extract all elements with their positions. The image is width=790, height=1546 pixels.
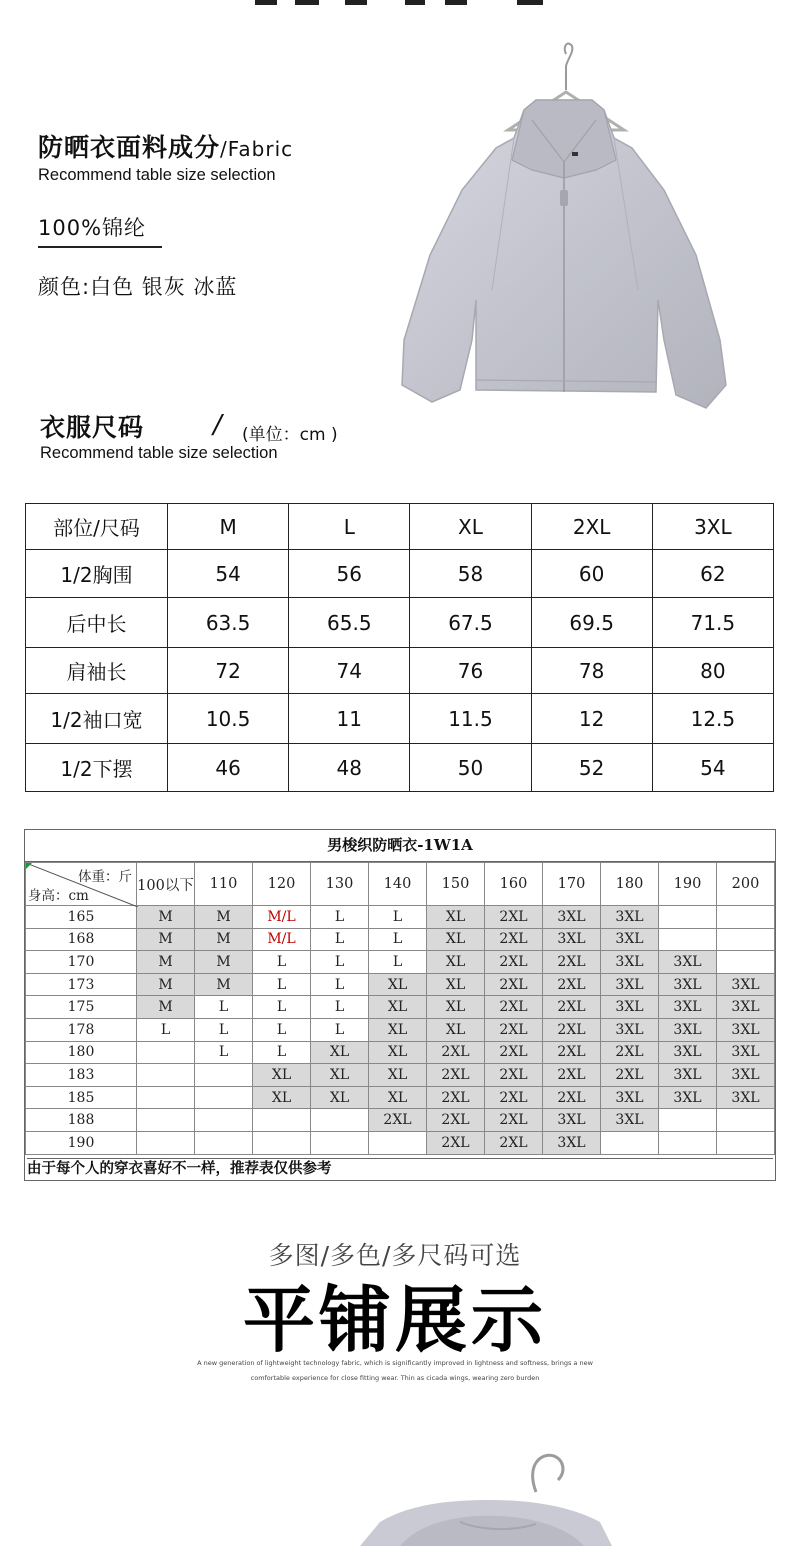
size-table-row <box>26 648 774 694</box>
chart-size-cell <box>659 1131 717 1154</box>
size-table-cell: 11.5 <box>410 694 531 744</box>
chart-weight-header: 150 <box>427 863 485 906</box>
display-description-line2: comfortable experience for close fitting wear. Thin as cicada wings, wearing zero burden <box>250 1374 540 1382</box>
chart-weight-header: 100以下 <box>137 863 195 906</box>
chart-size-cell: M/L <box>253 906 311 929</box>
chart-size-cell: 2XL <box>485 906 543 929</box>
chart-size-cell: M <box>195 951 253 974</box>
chart-height-cell: 178 <box>26 1018 137 1041</box>
chart-size-cell: XL <box>369 1018 427 1041</box>
chart-row <box>26 1064 775 1087</box>
chart-note: 由于每个人的穿衣喜好不一样，推荐表仅供参考 <box>27 1158 773 1179</box>
chart-size-cell <box>659 1109 717 1132</box>
chart-size-cell: XL <box>369 1064 427 1087</box>
chart-size-cell: XL <box>427 973 485 996</box>
chart-size-cell <box>195 1086 253 1109</box>
size-table-row <box>26 694 774 744</box>
chart-size-cell: 3XL <box>601 996 659 1019</box>
chart-size-cell: L <box>311 973 369 996</box>
size-table-header-row <box>26 504 774 550</box>
chart-size-cell: 2XL <box>543 1064 601 1087</box>
chart-size-cell: M <box>195 906 253 929</box>
chart-size-cell <box>253 1131 311 1154</box>
chart-size-cell: L <box>253 1018 311 1041</box>
chart-size-cell: 3XL <box>601 951 659 974</box>
chart-size-cell <box>659 928 717 951</box>
size-table-label: 肩袖长 <box>26 648 168 694</box>
chart-size-cell: XL <box>369 973 427 996</box>
fabric-title-cn: 防晒衣面料成分 <box>38 133 221 162</box>
chart-row <box>26 1109 775 1132</box>
chart-row <box>26 996 775 1019</box>
chart-size-cell: 2XL <box>427 1109 485 1132</box>
chart-size-cell: L <box>311 951 369 974</box>
chart-size-cell: 2XL <box>427 1041 485 1064</box>
recommendation-table <box>25 862 775 1155</box>
chart-size-cell: L <box>311 928 369 951</box>
size-table-cell: 54 <box>168 550 289 598</box>
chart-height-cell: 173 <box>26 973 137 996</box>
chart-height-cell: 183 <box>26 1064 137 1087</box>
size-table-header-cell: XL <box>410 504 531 550</box>
chart-size-cell <box>311 1109 369 1132</box>
chart-size-cell: 3XL <box>601 1086 659 1109</box>
size-section-subtitle: Recommend table size selection <box>40 444 278 462</box>
chart-size-cell <box>195 1064 253 1087</box>
chart-size-cell: 3XL <box>543 1131 601 1154</box>
size-table-cell: 58 <box>410 550 531 598</box>
chart-height-cell: 190 <box>26 1131 137 1154</box>
chart-size-cell: M <box>137 906 195 929</box>
chart-size-cell: 2XL <box>543 1041 601 1064</box>
chart-size-cell: 2XL <box>485 1041 543 1064</box>
chart-size-cell: 3XL <box>543 1109 601 1132</box>
chart-row <box>26 906 775 929</box>
chart-size-cell: 2XL <box>485 973 543 996</box>
chart-size-cell: L <box>253 996 311 1019</box>
chart-size-cell: 3XL <box>659 951 717 974</box>
display-description-line1: A new generation of lightweight technology fabric, which is significantly improved in lightness and softness, brings a new <box>197 1359 593 1367</box>
chart-size-cell: 2XL <box>601 1064 659 1087</box>
fabric-title <box>38 128 293 164</box>
size-table-label: 1/2胸围 <box>26 550 168 598</box>
chart-size-cell: 3XL <box>659 1086 717 1109</box>
size-table-cell: 10.5 <box>168 694 289 744</box>
chart-row <box>26 928 775 951</box>
chart-weight-header: 180 <box>601 863 659 906</box>
size-section-slash: / <box>213 410 222 440</box>
chart-size-cell <box>311 1131 369 1154</box>
chart-size-cell: L <box>311 996 369 1019</box>
chart-size-cell: XL <box>311 1086 369 1109</box>
size-recommendation-chart <box>24 829 776 1181</box>
chart-size-cell: 3XL <box>601 1109 659 1132</box>
chart-size-cell: 2XL <box>601 1041 659 1064</box>
chart-size-cell: 3XL <box>601 1018 659 1041</box>
chart-size-cell <box>137 1041 195 1064</box>
chart-header-row <box>26 863 775 906</box>
chart-size-cell: L <box>253 1041 311 1064</box>
chart-size-cell: 2XL <box>543 973 601 996</box>
fabric-subtitle: Recommend table size selection <box>38 166 276 184</box>
chart-size-cell <box>137 1131 195 1154</box>
display-title: 平铺展示 <box>242 1278 547 1362</box>
chart-size-cell: 3XL <box>717 996 775 1019</box>
chart-size-cell <box>717 951 775 974</box>
chart-weight-header: 130 <box>311 863 369 906</box>
chart-size-cell: 3XL <box>717 973 775 996</box>
chart-size-cell: L <box>369 928 427 951</box>
chart-size-cell: 3XL <box>717 1018 775 1041</box>
chart-size-cell: 2XL <box>427 1064 485 1087</box>
chart-row <box>26 1086 775 1109</box>
chart-height-cell: 175 <box>26 996 137 1019</box>
chart-size-cell: 2XL <box>485 1131 543 1154</box>
chart-size-cell: 2XL <box>485 996 543 1019</box>
chart-size-cell: 2XL <box>369 1109 427 1132</box>
chart-size-cell: 3XL <box>659 1018 717 1041</box>
size-table-cell: 54 <box>652 744 773 792</box>
size-table-cell: 50 <box>410 744 531 792</box>
chart-weight-header: 120 <box>253 863 311 906</box>
chart-size-cell: XL <box>253 1064 311 1087</box>
chart-size-cell: 3XL <box>601 973 659 996</box>
chart-size-cell: 3XL <box>659 1041 717 1064</box>
chart-weight-header: 110 <box>195 863 253 906</box>
chart-size-cell <box>195 1109 253 1132</box>
chart-size-cell: 3XL <box>659 996 717 1019</box>
chart-row <box>26 973 775 996</box>
chart-size-cell: XL <box>369 1041 427 1064</box>
chart-size-cell <box>601 1131 659 1154</box>
material-underline <box>38 246 162 248</box>
chart-size-cell: XL <box>369 1086 427 1109</box>
size-table-cell: 71.5 <box>652 598 773 648</box>
size-table-cell: 46 <box>168 744 289 792</box>
chart-size-cell: M <box>195 928 253 951</box>
chart-size-cell: 2XL <box>543 996 601 1019</box>
chart-size-cell <box>717 906 775 929</box>
chart-size-cell <box>717 1109 775 1132</box>
size-table <box>25 503 774 792</box>
chart-size-cell: 3XL <box>717 1086 775 1109</box>
chart-size-cell: M/L <box>253 928 311 951</box>
chart-row <box>26 951 775 974</box>
chart-size-cell: XL <box>369 996 427 1019</box>
chart-size-cell: XL <box>427 951 485 974</box>
chart-size-cell: L <box>311 1018 369 1041</box>
chart-size-cell: 3XL <box>543 906 601 929</box>
size-table-header-cell: 部位/尺码 <box>26 504 168 550</box>
chart-weight-header: 140 <box>369 863 427 906</box>
size-table-cell: 11 <box>289 694 410 744</box>
size-unit-label: (单位：cm ) <box>242 425 338 445</box>
size-table-row <box>26 744 774 792</box>
chart-corner-cell <box>26 863 137 906</box>
chart-size-cell: XL <box>311 1064 369 1087</box>
chart-size-cell: XL <box>311 1041 369 1064</box>
chart-size-cell <box>717 1131 775 1154</box>
chart-size-cell <box>659 906 717 929</box>
chart-size-cell: XL <box>427 996 485 1019</box>
size-table-row <box>26 550 774 598</box>
size-table-cell: 12 <box>531 694 652 744</box>
chart-size-cell: L <box>195 1018 253 1041</box>
size-table-label: 后中长 <box>26 598 168 648</box>
chart-weight-header: 190 <box>659 863 717 906</box>
chart-size-cell: L <box>311 906 369 929</box>
chart-height-cell: 165 <box>26 906 137 929</box>
chart-size-cell: M <box>137 973 195 996</box>
size-section-title: 衣服尺码 <box>40 413 145 442</box>
chart-size-cell: L <box>195 1041 253 1064</box>
chart-size-cell: 3XL <box>659 973 717 996</box>
chart-size-cell <box>369 1131 427 1154</box>
chart-size-cell <box>253 1109 311 1132</box>
corner-weight-label: 体重：斤 <box>78 869 132 885</box>
chart-size-cell: 2XL <box>485 1018 543 1041</box>
chart-size-cell: 2XL <box>543 1018 601 1041</box>
chart-size-cell: M <box>137 928 195 951</box>
chart-height-cell: 170 <box>26 951 137 974</box>
size-table-header-cell: M <box>168 504 289 550</box>
size-table-cell: 80 <box>652 648 773 694</box>
chart-title: 男梭织防晒衣-1W1A <box>25 830 775 862</box>
jacket-hanger-icon <box>396 40 730 412</box>
size-table-cell: 74 <box>289 648 410 694</box>
chart-size-cell: XL <box>427 928 485 951</box>
chart-height-cell: 168 <box>26 928 137 951</box>
chart-size-cell: L <box>369 906 427 929</box>
chart-size-cell: 2XL <box>485 928 543 951</box>
chart-weight-header: 170 <box>543 863 601 906</box>
size-table-cell: 12.5 <box>652 694 773 744</box>
chart-size-cell: 2XL <box>485 951 543 974</box>
chart-size-cell: 3XL <box>601 928 659 951</box>
chart-size-cell: 2XL <box>485 1086 543 1109</box>
chart-size-cell: M <box>137 996 195 1019</box>
size-table-cell: 65.5 <box>289 598 410 648</box>
size-table-cell: 52 <box>531 744 652 792</box>
chart-size-cell: 2XL <box>485 1064 543 1087</box>
chart-height-cell: 180 <box>26 1041 137 1064</box>
chart-size-cell: L <box>369 951 427 974</box>
chart-size-cell <box>137 1109 195 1132</box>
size-table-header-cell: 2XL <box>531 504 652 550</box>
size-table-cell: 72 <box>168 648 289 694</box>
size-table-cell: 69.5 <box>531 598 652 648</box>
chart-row <box>26 1131 775 1154</box>
fabric-title-en: /Fabric <box>220 137 294 161</box>
corner-marker <box>26 863 32 869</box>
corner-height-label: 身高：cm <box>28 888 89 904</box>
size-table-cell: 78 <box>531 648 652 694</box>
chart-size-cell <box>137 1086 195 1109</box>
chart-size-cell: M <box>137 951 195 974</box>
size-table-cell: 60 <box>531 550 652 598</box>
chart-size-cell: 3XL <box>601 906 659 929</box>
size-table-row <box>26 598 774 648</box>
chart-size-cell <box>137 1064 195 1087</box>
size-table-cell: 67.5 <box>410 598 531 648</box>
chart-size-cell <box>717 928 775 951</box>
chart-size-cell: 2XL <box>427 1131 485 1154</box>
chart-size-cell: L <box>137 1018 195 1041</box>
chart-row <box>26 1018 775 1041</box>
chart-size-cell: XL <box>427 906 485 929</box>
fabric-material: 100%锦纶 <box>38 216 147 240</box>
size-table-header-cell: L <box>289 504 410 550</box>
chart-size-cell: 3XL <box>543 928 601 951</box>
chart-weight-header: 160 <box>485 863 543 906</box>
chart-size-cell: 2XL <box>543 951 601 974</box>
top-cropped-text-remnant <box>255 0 555 8</box>
jacket-hanger-icon <box>340 1452 620 1546</box>
size-table-label: 1/2袖口宽 <box>26 694 168 744</box>
size-table-header-cell: 3XL <box>652 504 773 550</box>
chart-size-cell: 3XL <box>717 1064 775 1087</box>
chart-size-cell: L <box>253 951 311 974</box>
chart-size-cell: M <box>195 973 253 996</box>
display-options: 多图/多色/多尺码可选 <box>268 1241 522 1270</box>
chart-size-cell: 2XL <box>543 1086 601 1109</box>
chart-size-cell: L <box>195 996 253 1019</box>
chart-size-cell: XL <box>427 1018 485 1041</box>
size-table-cell: 76 <box>410 648 531 694</box>
chart-row <box>26 1041 775 1064</box>
chart-size-cell: 2XL <box>485 1109 543 1132</box>
size-table-cell: 62 <box>652 550 773 598</box>
chart-size-cell <box>195 1131 253 1154</box>
chart-size-cell: 3XL <box>659 1064 717 1087</box>
chart-size-cell: XL <box>253 1086 311 1109</box>
chart-height-cell: 185 <box>26 1086 137 1109</box>
size-table-label: 1/2下摆 <box>26 744 168 792</box>
size-table-cell: 56 <box>289 550 410 598</box>
size-table-cell: 63.5 <box>168 598 289 648</box>
chart-weight-header: 200 <box>717 863 775 906</box>
chart-height-cell: 188 <box>26 1109 137 1132</box>
size-table-cell: 48 <box>289 744 410 792</box>
color-options: 颜色:白色 银灰 冰蓝 <box>38 275 238 299</box>
chart-size-cell: 2XL <box>427 1086 485 1109</box>
chart-size-cell: 3XL <box>717 1041 775 1064</box>
chart-size-cell: L <box>253 973 311 996</box>
